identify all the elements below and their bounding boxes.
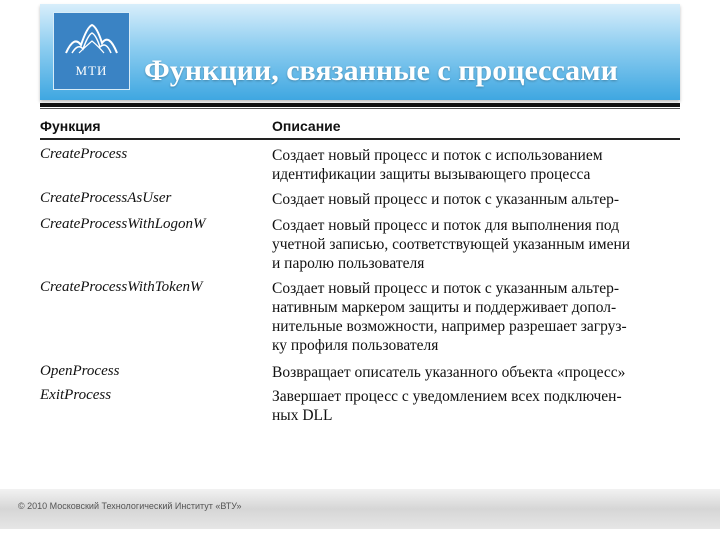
function-name: CreateProcessWithLogonW (40, 216, 206, 232)
column-header-description: Описание (272, 118, 341, 134)
function-description: Создает новый процесс и поток с указанным альтер- (272, 191, 620, 208)
copyright-text: © 2010 Московский Технологический Институт «ВТУ» (18, 501, 242, 511)
header-rule (40, 138, 680, 140)
table-row (40, 387, 680, 427)
table-row (40, 146, 680, 190)
table-row (40, 216, 680, 279)
column-header-function: Функция (40, 118, 101, 134)
slide-footer (0, 489, 720, 529)
function-name: ExitProcess (40, 387, 112, 403)
table-body (40, 146, 680, 427)
page-title: Функции, связанные с процессами (144, 54, 618, 87)
top-rule-thin (40, 108, 680, 109)
logo-text: МТИ (75, 63, 108, 78)
table-row (40, 279, 680, 363)
slide-header (40, 4, 680, 100)
table-row (40, 190, 680, 216)
top-rule (40, 103, 680, 107)
function-name: OpenProcess (40, 363, 120, 379)
functions-table (40, 116, 680, 136)
function-name: CreateProcessAsUser (40, 190, 172, 206)
function-description: Возвращает описатель указанного объекта «процесс» (272, 364, 626, 381)
function-description: Создает новый процесс и поток для выполнения под учетной записью, соответствующей указанным имени и паролю пользователя (272, 217, 631, 272)
mti-logo (53, 12, 130, 90)
function-description: Завершает процесс с уведомлением всех подключен- ных DLL (272, 388, 622, 424)
table-row (40, 363, 680, 387)
function-name: CreateProcess (40, 146, 128, 162)
function-description: Создает новый процесс и поток с указанным альтер- нативным маркером защиты и поддерживает допол- нительные возможности, например разрешает загруз- ку профиля пользователя (272, 280, 627, 354)
table-header (40, 116, 680, 136)
function-description: Создает новый процесс и поток с использованием идентификации защиты вызывающего процесса (272, 147, 603, 183)
function-name: CreateProcessWithTokenW (40, 279, 203, 295)
